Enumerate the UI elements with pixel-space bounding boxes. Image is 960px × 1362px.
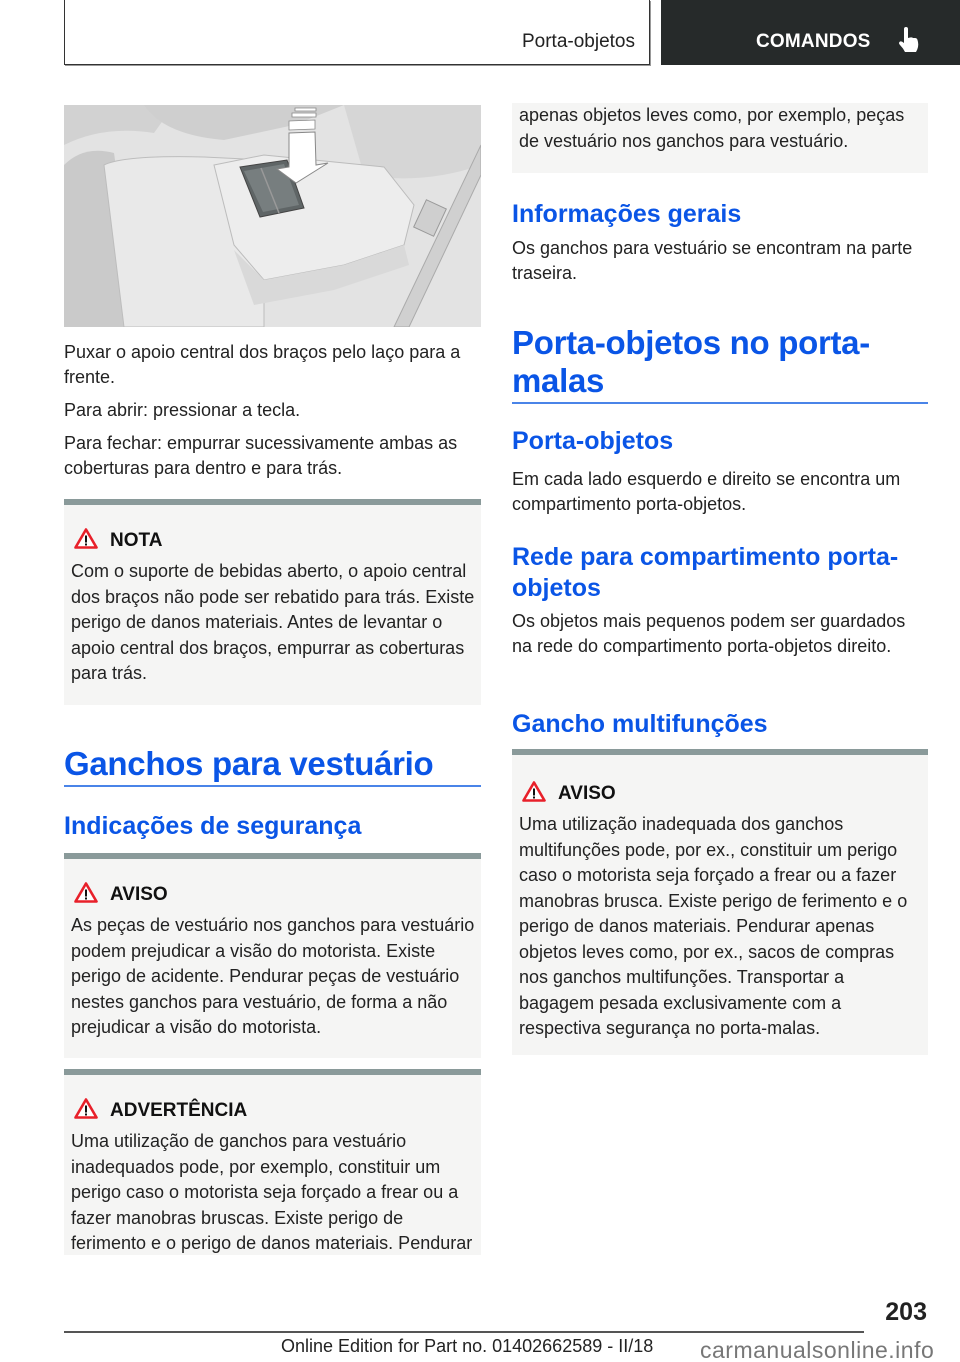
warning-triangle-icon xyxy=(74,528,98,549)
paragraph: Para fechar: empurrar sucessivamente ambas as coberturas para dentro e para trás. xyxy=(64,433,458,478)
warning-title: AVISO xyxy=(558,783,616,804)
subheading: Rede para compartimento porta- xyxy=(512,543,899,571)
caution-title: ADVERTÊNCIA xyxy=(110,1100,248,1121)
paragraph: Os objetos mais pequenos podem ser guardados na rede do compartimento porta-objetos direito. xyxy=(512,611,906,656)
watermark: carmanualsonline.info xyxy=(700,1337,935,1362)
edition-text: Online Edition for Part no. 01402662589 - II/18 xyxy=(281,1336,654,1356)
warning-triangle-icon xyxy=(74,882,98,903)
armrest-illustration xyxy=(64,105,481,327)
warning-box xyxy=(64,853,481,1058)
note-text: Com o suporte de bebidas aberto, o apoio central dos braços não pode ser rebatido para trás. Existe perigo de danos materiais. Antes de levantar o apoio central dos braços, empurrar as coberturas para trás. xyxy=(71,561,475,683)
subheading-line2: objetos xyxy=(512,574,601,602)
warning-text: Uma utilização inadequada dos ganchos multifunções pode, por ex., constituir um perigo caso o motorista seja forçado a frear ou a fazer manobras brusca. Existe perigo de ferimento e o perigo de danos materiais. Pendurar apenas objetos leves como, por ex., sacos de compras nos ganchos multifunções. Transportar a bagagem pesada exclusivamente com a respectiva segurança no porta-malas. xyxy=(519,814,908,1038)
heading-rule xyxy=(64,785,481,787)
section-heading: Ganchos para vestuário xyxy=(64,745,434,782)
paragraph: Em cada lado esquerdo e direito se encontra um compartimento porta-objetos. xyxy=(512,469,901,514)
warning-triangle-icon xyxy=(522,781,546,802)
header-section-tab xyxy=(64,0,650,65)
warning-text: As peças de vestuário nos ganchos para vestuário podem prejudicar a visão do motorista. Existe perigo de acidente. Pendurar peças de vestuário nestes ganchos para vestuário, de forma a não prejudicar a visão do motorista. xyxy=(71,915,475,1037)
caution-box xyxy=(64,1069,481,1255)
header-chapter-label: COMANDOS xyxy=(756,31,871,52)
section-heading-line2: malas xyxy=(512,362,605,399)
caution-text: Uma utilização de ganchos para vestuário inadequados pode, por exemplo, constituir um perigo caso o motorista seja forçado a frear ou a fazer manobras bruscas. Existe perigo de ferimento e o perigo de danos materiais. Pendurar xyxy=(71,1131,473,1253)
paragraph: Puxar o apoio central dos braços pelo laço para a frente. xyxy=(64,342,461,387)
armrest-image xyxy=(64,105,481,327)
hand-pointer-icon xyxy=(898,27,920,53)
paragraph: Para abrir: pressionar a tecla. xyxy=(64,400,301,420)
note-box xyxy=(64,499,481,705)
footer-rule xyxy=(64,1331,864,1333)
caution-box-continued xyxy=(512,103,928,173)
subheading: Porta-objetos xyxy=(512,427,674,455)
warning-box xyxy=(512,749,928,1055)
warning-triangle-icon xyxy=(74,1098,98,1119)
note-title: NOTA xyxy=(110,530,163,551)
subheading: Gancho multifunções xyxy=(512,710,768,738)
header-section-title: Porta-objetos xyxy=(521,31,635,52)
heading-rule xyxy=(512,402,928,404)
subheading: Informações gerais xyxy=(512,200,742,228)
subheading: Indicações de segurança xyxy=(64,812,362,840)
warning-title: AVISO xyxy=(110,884,168,905)
paragraph: Os ganchos para vestuário se encontram na parte traseira. xyxy=(512,238,913,283)
page-number: 203 xyxy=(885,1298,927,1326)
section-heading: Porta-objetos no porta- xyxy=(512,324,870,361)
caution-text-continued: apenas objetos leves como, por exemplo, peças de vestuário nos ganchos para vestuário. xyxy=(519,105,905,151)
header-chapter-tab xyxy=(661,0,960,65)
